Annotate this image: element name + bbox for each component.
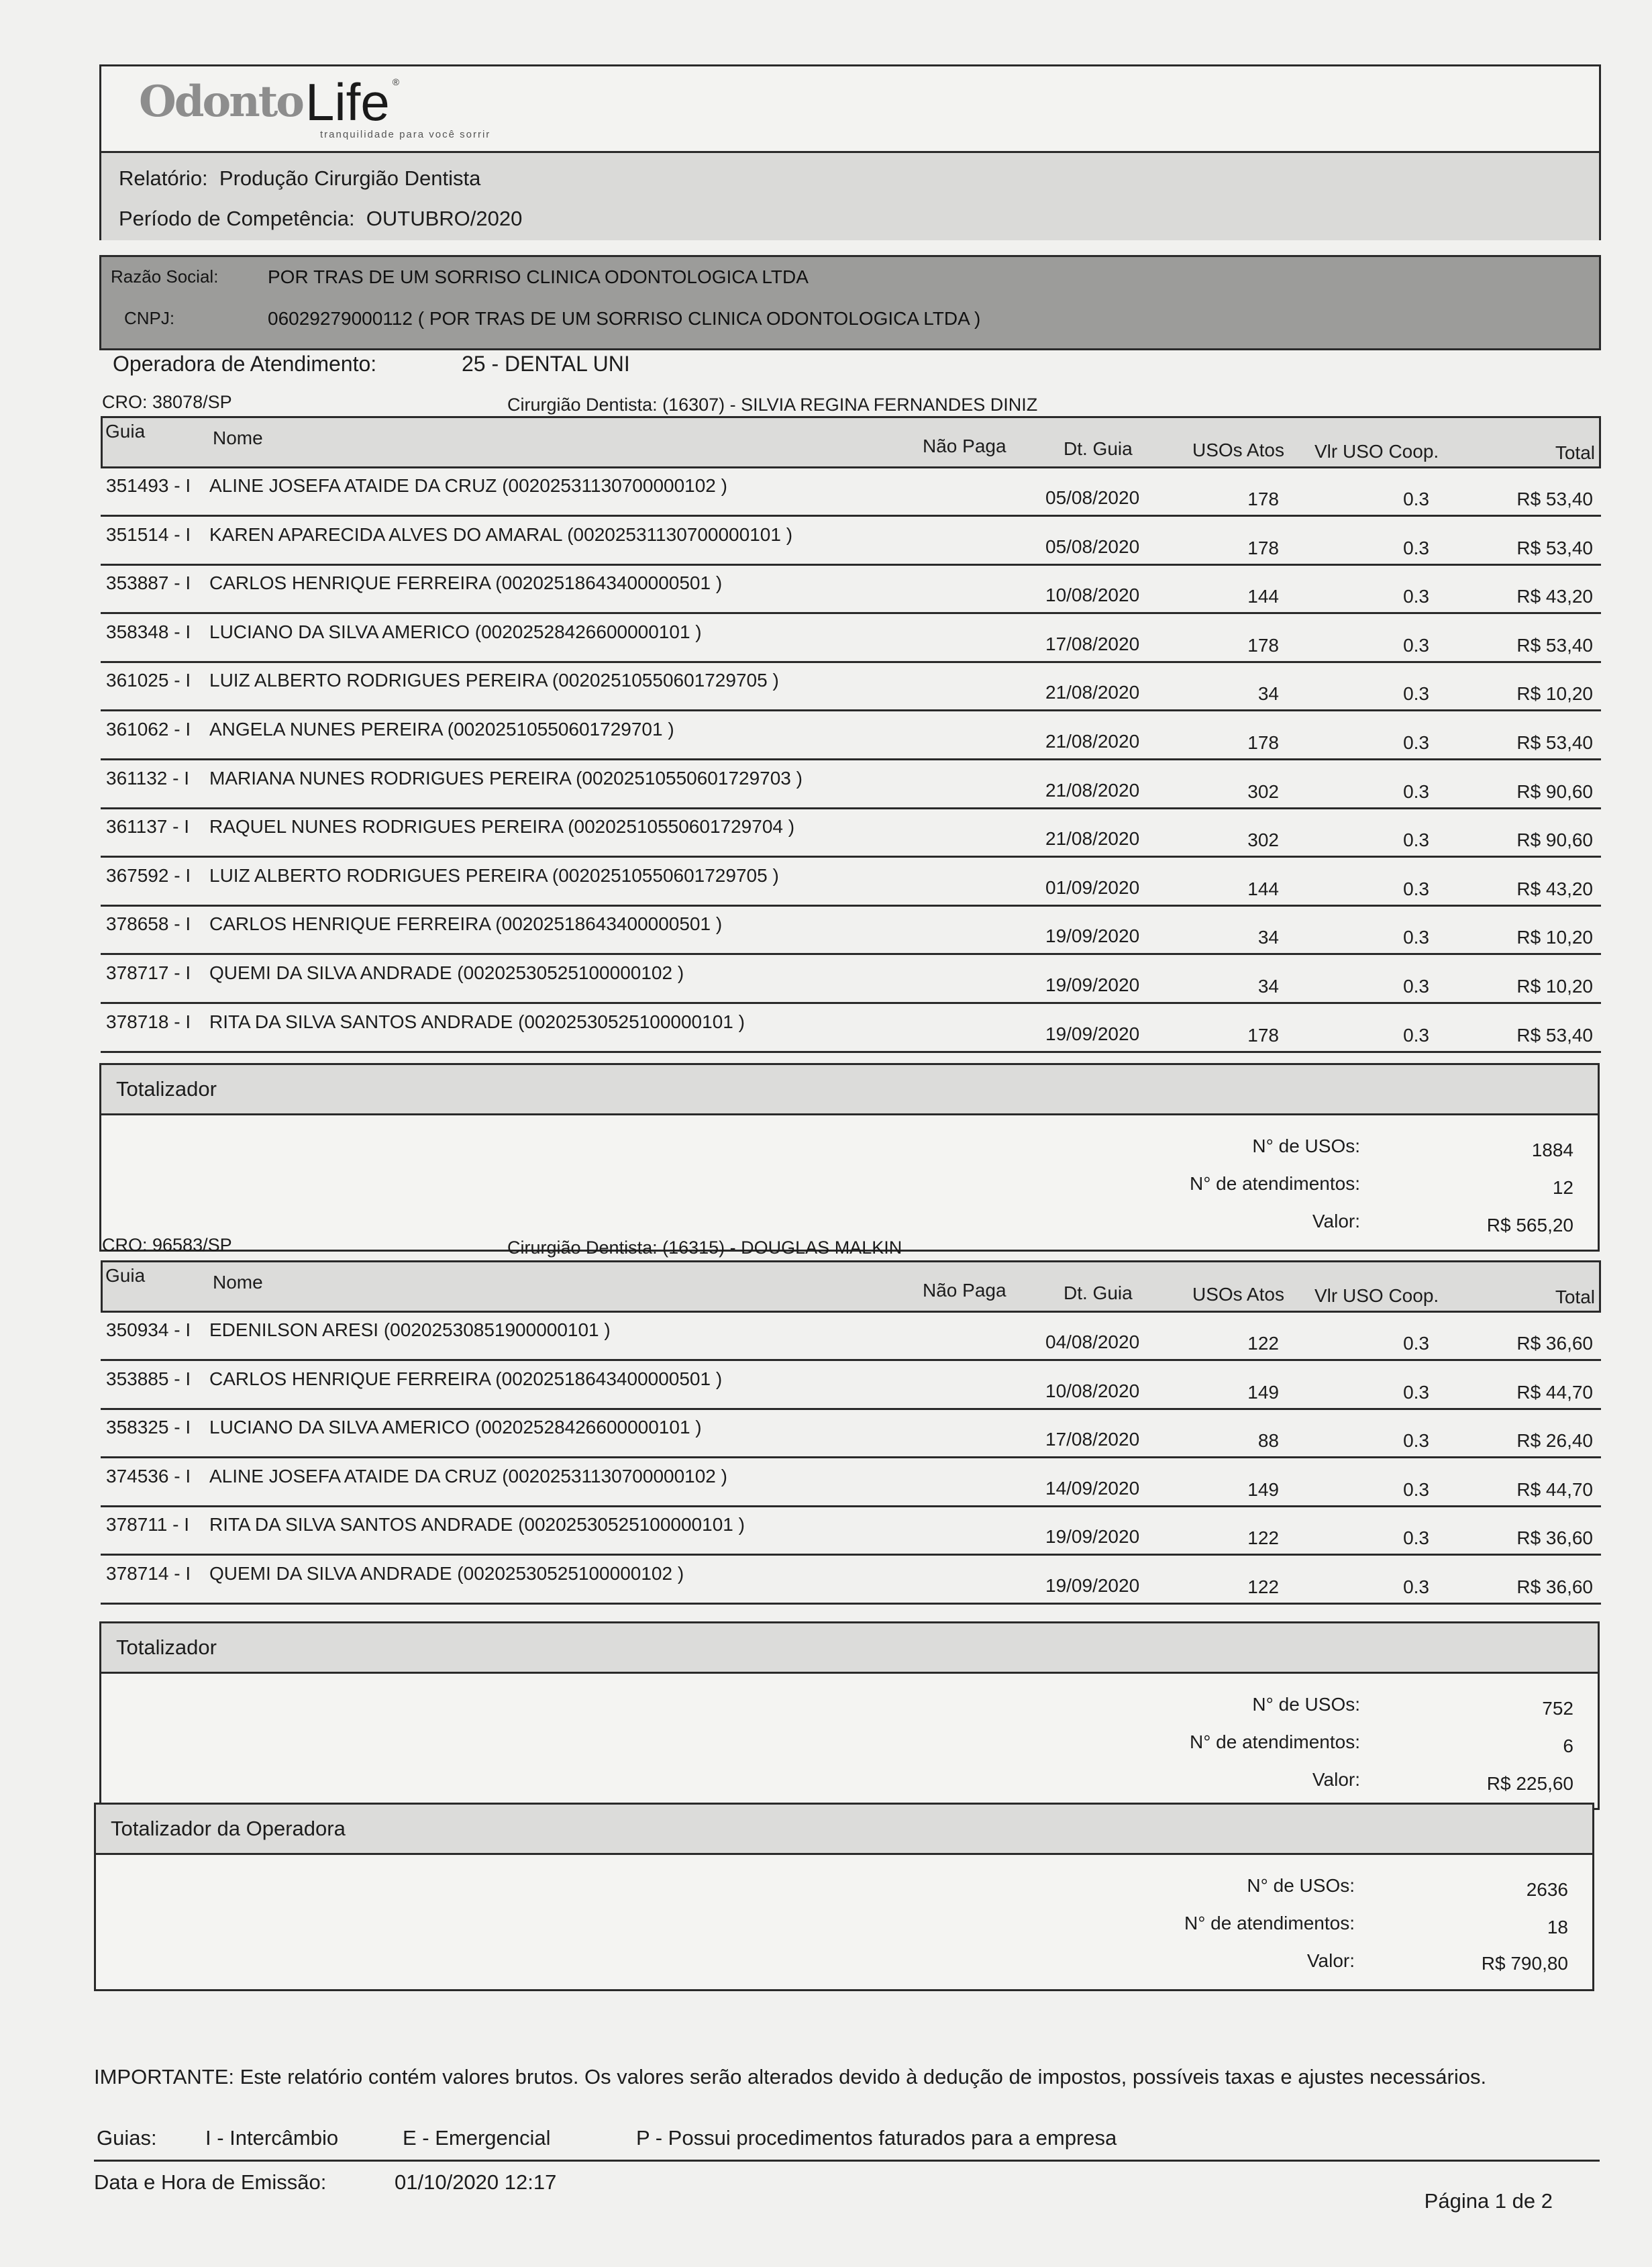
total-cell: R$ 53,40 <box>1516 1024 1593 1046</box>
total-cell: R$ 36,60 <box>1516 1333 1593 1354</box>
totalizer-valor-value: R$ 565,20 <box>1486 1215 1573 1236</box>
total-cell: R$ 53,40 <box>1516 537 1593 558</box>
report-label: Relatório: <box>119 166 208 190</box>
report-title <box>119 166 480 191</box>
guia-cell: 361062 - I <box>106 719 191 740</box>
guia-cell: 353887 - I <box>106 572 191 594</box>
operator-totalizer-body <box>96 1855 1592 1989</box>
patient-name-cell: RITA DA SILVA SANTOS ANDRADE (00202530525100000101 ) <box>209 1514 745 1535</box>
guia-cell: 361132 - I <box>106 767 190 789</box>
totalizer-atend-value: 6 <box>1563 1735 1573 1756</box>
dentist-totalizer <box>99 1063 1600 1252</box>
table-row <box>101 1459 1601 1507</box>
table-row <box>101 663 1601 711</box>
usos-cell: 144 <box>1247 586 1279 607</box>
table-row <box>101 1556 1601 1605</box>
report-header <box>99 64 1601 240</box>
logo-wordmark <box>139 72 400 132</box>
operadora-label: Operadora de Atendimento: <box>113 352 377 376</box>
usos-cell: 178 <box>1247 537 1279 558</box>
guia-cell: 353885 - I <box>106 1368 191 1389</box>
totalizer-usos-label: N° de USOs: <box>1252 1136 1360 1156</box>
patient-name-cell: ALINE JOSEFA ATAIDE DA CRUZ (00202531130700000102 ) <box>209 1465 727 1487</box>
patient-name-cell: LUIZ ALBERTO RODRIGUES PEREIRA (00202510550601729705 ) <box>209 864 779 886</box>
patient-name-cell: LUCIANO DA SILVA AMERICO (00202528426600000101 ) <box>209 1417 702 1438</box>
col-vlr-uso: Vlr USO Coop. <box>1314 441 1439 462</box>
company-box <box>99 255 1601 350</box>
usos-cell: 122 <box>1247 1576 1279 1597</box>
date-cell: 19/09/2020 <box>1045 925 1140 947</box>
totalizer-atend-value: 12 <box>1552 1177 1573 1198</box>
vlr-uso-cell: 0.3 <box>1403 1333 1429 1354</box>
cnpj-label: CNPJ: <box>124 308 175 328</box>
date-cell: 21/08/2020 <box>1045 682 1140 703</box>
table-row <box>101 517 1601 566</box>
guia-cell: 351514 - I <box>106 523 191 545</box>
totalizer-valor-label: Valor: <box>1312 1769 1360 1790</box>
table-row <box>101 566 1601 614</box>
guia-cell: 378658 - I <box>106 913 191 935</box>
operadora-value: 25 - DENTAL UNI <box>462 352 630 376</box>
date-cell: 04/08/2020 <box>1045 1331 1140 1352</box>
col-vlr-uso: Vlr USO Coop. <box>1314 1285 1439 1306</box>
vlr-uso-cell: 0.3 <box>1403 586 1429 607</box>
totalizer-atend-label: N° de atendimentos: <box>1189 1173 1360 1194</box>
table-row <box>101 615 1601 663</box>
usos-cell: 178 <box>1247 1024 1279 1046</box>
table-row <box>101 1410 1601 1458</box>
totalizer-title: Totalizador <box>116 1635 217 1659</box>
report-period <box>119 207 522 231</box>
legend-emergencial: E - Emergencial <box>403 2126 551 2150</box>
total-cell: R$ 43,20 <box>1516 586 1593 607</box>
usos-cell: 178 <box>1247 489 1279 509</box>
operator-valor-value: R$ 790,80 <box>1481 1953 1568 1974</box>
table-header <box>101 416 1601 468</box>
patient-name-cell: LUCIANO DA SILVA AMERICO (00202528426600000101 ) <box>209 621 702 642</box>
guia-cell: 378718 - I <box>106 1011 191 1032</box>
page-number: Página 1 de 2 <box>1424 2189 1553 2213</box>
patient-name-cell: ANGELA NUNES PEREIRA (00202510550601729701 ) <box>209 719 674 740</box>
patient-name-cell: CARLOS HENRIQUE FERREIRA (00202518643400000501 ) <box>209 1368 723 1389</box>
table-row <box>101 712 1601 760</box>
col-usos-atos: USOs Atos <box>1192 440 1284 460</box>
operator-usos-value: 2636 <box>1526 1879 1568 1900</box>
guia-cell: 367592 - I <box>106 864 191 886</box>
totalizer-usos-label: N° de USOs: <box>1252 1694 1360 1715</box>
patient-name-cell: QUEMI DA SILVA ANDRADE (00202530525100000102 ) <box>209 962 684 983</box>
footer-divider <box>94 2160 1600 2162</box>
vlr-uso-cell: 0.3 <box>1403 1478 1429 1500</box>
legend-intercambio: I - Intercâmbio <box>205 2126 339 2150</box>
usos-cell: 34 <box>1257 683 1279 705</box>
total-cell: R$ 43,20 <box>1516 878 1593 899</box>
guia-cell: 358325 - I <box>106 1417 191 1438</box>
logo-tagline: tranquilidade para você sorrir <box>320 129 491 140</box>
table-row <box>101 1507 1601 1556</box>
vlr-uso-cell: 0.3 <box>1403 732 1429 753</box>
col-nao-paga: Não Paga <box>923 436 1006 456</box>
total-cell: R$ 90,60 <box>1516 780 1593 802</box>
date-cell: 10/08/2020 <box>1045 585 1140 606</box>
col-nao-paga: Não Paga <box>923 1280 1006 1301</box>
col-total: Total <box>1555 1287 1595 1307</box>
razao-social-label: Razão Social: <box>111 266 219 287</box>
operator-totalizer-header <box>96 1805 1592 1855</box>
guias-label: Guias: <box>97 2126 157 2150</box>
total-cell: R$ 53,40 <box>1516 489 1593 509</box>
patient-name-cell: CARLOS HENRIQUE FERREIRA (00202518643400000501 ) <box>209 913 723 935</box>
total-cell: R$ 26,40 <box>1516 1430 1593 1452</box>
total-cell: R$ 44,70 <box>1516 1478 1593 1500</box>
razao-social-value: POR TRAS DE UM SORRISO CLINICA ODONTOLOGICA LTDA <box>268 266 809 287</box>
patient-name-cell: QUEMI DA SILVA ANDRADE (00202530525100000102 ) <box>209 1563 684 1584</box>
table-row <box>101 761 1601 809</box>
guia-cell: 358348 - I <box>106 621 191 642</box>
totalizer-header <box>101 1623 1598 1674</box>
totalizer-body <box>101 1115 1598 1250</box>
logo-life-text: Life <box>305 72 390 132</box>
guia-cell: 350934 - I <box>106 1319 191 1340</box>
totalizer-body <box>101 1674 1598 1808</box>
patient-name-cell: ALINE JOSEFA ATAIDE DA CRUZ (00202531130700000102 ) <box>209 475 727 496</box>
totalizer-header <box>101 1065 1598 1115</box>
col-guia: Guia <box>105 1265 146 1286</box>
vlr-uso-cell: 0.3 <box>1403 780 1429 802</box>
cro-number: CRO: 96583/SP <box>102 1235 232 1255</box>
date-cell: 05/08/2020 <box>1045 487 1140 508</box>
date-cell: 10/08/2020 <box>1045 1380 1140 1401</box>
usos-cell: 144 <box>1247 878 1279 899</box>
patient-name-cell: LUIZ ALBERTO RODRIGUES PEREIRA (00202510550601729705 ) <box>209 670 779 691</box>
vlr-uso-cell: 0.3 <box>1403 1024 1429 1046</box>
col-guia: Guia <box>105 421 146 442</box>
date-cell: 19/09/2020 <box>1045 974 1140 995</box>
col-nome: Nome <box>213 1272 263 1293</box>
table-row <box>101 1313 1601 1361</box>
vlr-uso-cell: 0.3 <box>1403 1576 1429 1597</box>
date-cell: 21/08/2020 <box>1045 731 1140 752</box>
vlr-uso-cell: 0.3 <box>1403 683 1429 705</box>
total-cell: R$ 53,40 <box>1516 634 1593 656</box>
operator-atend-label: N° de atendimentos: <box>1184 1913 1355 1933</box>
total-cell: R$ 44,70 <box>1516 1381 1593 1403</box>
operator-usos-label: N° de USOs: <box>1247 1875 1355 1896</box>
table-row <box>101 468 1601 517</box>
guia-cell: 361137 - I <box>106 816 190 838</box>
vlr-uso-cell: 0.3 <box>1403 1527 1429 1549</box>
logo-odonto-text: Odonto <box>139 77 303 127</box>
totalizer-valor-label: Valor: <box>1312 1211 1360 1231</box>
date-cell: 21/08/2020 <box>1045 828 1140 850</box>
table-row <box>101 907 1601 955</box>
date-cell: 14/09/2020 <box>1045 1477 1140 1499</box>
table-row <box>101 809 1601 858</box>
total-cell: R$ 10,20 <box>1516 976 1593 997</box>
usos-cell: 302 <box>1247 780 1279 802</box>
totalizer-title: Totalizador <box>116 1077 217 1101</box>
operator-totalizer <box>94 1803 1594 1991</box>
dentist-name: Cirurgião Dentista: (16307) - SILVIA REGINA FERNANDES DINIZ <box>507 395 1038 415</box>
total-cell: R$ 36,60 <box>1516 1576 1593 1597</box>
total-cell: R$ 10,20 <box>1516 927 1593 948</box>
table-header <box>101 1260 1601 1313</box>
total-cell: R$ 90,60 <box>1516 829 1593 851</box>
guia-cell: 361025 - I <box>106 670 191 691</box>
col-dt-guia: Dt. Guia <box>1064 438 1133 459</box>
totalizer-usos-value: 1884 <box>1531 1140 1573 1160</box>
guia-cell: 351493 - I <box>106 475 191 496</box>
guia-cell: 378711 - I <box>106 1514 190 1535</box>
col-total: Total <box>1555 442 1595 463</box>
date-cell: 17/08/2020 <box>1045 633 1140 654</box>
date-cell: 21/08/2020 <box>1045 779 1140 801</box>
emission-label: Data e Hora de Emissão: <box>94 2170 327 2194</box>
report-info-band <box>101 151 1599 240</box>
col-nome: Nome <box>213 427 263 448</box>
dentist-name: Cirurgião Dentista: (16315) - DOUGLAS MALKIN <box>507 1238 902 1258</box>
guia-cell: 378717 - I <box>106 962 191 983</box>
guia-cell: 374536 - I <box>106 1465 191 1487</box>
vlr-uso-cell: 0.3 <box>1403 1381 1429 1403</box>
table-row <box>101 1005 1601 1053</box>
date-cell: 19/09/2020 <box>1045 1023 1140 1044</box>
table-row <box>101 956 1601 1004</box>
usos-cell: 34 <box>1257 927 1279 948</box>
table-row <box>101 1362 1601 1410</box>
emission-value: 01/10/2020 12:17 <box>395 2170 557 2194</box>
period-value: OUTUBRO/2020 <box>366 207 523 230</box>
patient-name-cell: EDENILSON ARESI (00202530851900000101 ) <box>209 1319 611 1340</box>
total-cell: R$ 53,40 <box>1516 732 1593 753</box>
registered-mark-icon: ® <box>392 77 400 87</box>
table-row <box>101 858 1601 907</box>
patient-name-cell: CARLOS HENRIQUE FERREIRA (00202518643400000501 ) <box>209 572 723 594</box>
operator-atend-value: 18 <box>1547 1917 1568 1937</box>
vlr-uso-cell: 0.3 <box>1403 976 1429 997</box>
patient-name-cell: RITA DA SILVA SANTOS ANDRADE (00202530525100000101 ) <box>209 1011 745 1032</box>
vlr-uso-cell: 0.3 <box>1403 927 1429 948</box>
date-cell: 17/08/2020 <box>1045 1429 1140 1450</box>
vlr-uso-cell: 0.3 <box>1403 489 1429 509</box>
usos-cell: 122 <box>1247 1333 1279 1354</box>
usos-cell: 149 <box>1247 1381 1279 1403</box>
totalizer-usos-value: 752 <box>1542 1698 1573 1719</box>
operator-valor-label: Valor: <box>1306 1950 1355 1971</box>
date-cell: 05/08/2020 <box>1045 536 1140 557</box>
patient-name-cell: MARIANA NUNES RODRIGUES PEREIRA (00202510550601729703 ) <box>209 767 803 789</box>
col-usos-atos: USOs Atos <box>1192 1284 1284 1305</box>
cro-number: CRO: 38078/SP <box>102 392 232 412</box>
cnpj-value: 06029279000112 ( POR TRAS DE UM SORRISO CLINICA ODONTOLOGICA LTDA ) <box>268 308 981 329</box>
usos-cell: 178 <box>1247 732 1279 753</box>
total-cell: R$ 36,60 <box>1516 1527 1593 1549</box>
totalizer-atend-label: N° de atendimentos: <box>1189 1731 1360 1752</box>
report-value: Produção Cirurgião Dentista <box>219 166 481 190</box>
odontolife-logo <box>139 72 491 142</box>
operator-totalizer-title: Totalizador da Operadora <box>111 1817 346 1840</box>
dentist-totalizer <box>99 1621 1600 1810</box>
guias-legend <box>97 2126 1573 2153</box>
vlr-uso-cell: 0.3 <box>1403 878 1429 899</box>
date-cell: 01/09/2020 <box>1045 876 1140 898</box>
vlr-uso-cell: 0.3 <box>1403 1430 1429 1452</box>
legend-procedimentos: P - Possui procedimentos faturados para a empresa <box>636 2126 1117 2150</box>
important-note: IMPORTANTE: Este relatório contém valores brutos. Os valores serão alterados devido à dedução de impostos, possíveis taxas e ajustes necessários. <box>94 2065 1487 2088</box>
usos-cell: 302 <box>1247 829 1279 851</box>
patient-name-cell: RAQUEL NUNES RODRIGUES PEREIRA (00202510550601729704 ) <box>209 816 795 838</box>
period-label: Período de Competência: <box>119 207 355 230</box>
usos-cell: 34 <box>1257 976 1279 997</box>
vlr-uso-cell: 0.3 <box>1403 829 1429 851</box>
date-cell: 19/09/2020 <box>1045 1526 1140 1548</box>
guia-cell: 378714 - I <box>106 1563 191 1584</box>
col-dt-guia: Dt. Guia <box>1064 1282 1133 1303</box>
vlr-uso-cell: 0.3 <box>1403 537 1429 558</box>
usos-cell: 149 <box>1247 1478 1279 1500</box>
usos-cell: 178 <box>1247 634 1279 656</box>
totalizer-valor-value: R$ 225,60 <box>1486 1773 1573 1794</box>
patient-name-cell: KAREN APARECIDA ALVES DO AMARAL (00202531130700000101 ) <box>209 523 793 545</box>
date-cell: 19/09/2020 <box>1045 1575 1140 1596</box>
usos-cell: 122 <box>1247 1527 1279 1549</box>
vlr-uso-cell: 0.3 <box>1403 634 1429 656</box>
usos-cell: 88 <box>1257 1430 1279 1452</box>
total-cell: R$ 10,20 <box>1516 683 1593 705</box>
